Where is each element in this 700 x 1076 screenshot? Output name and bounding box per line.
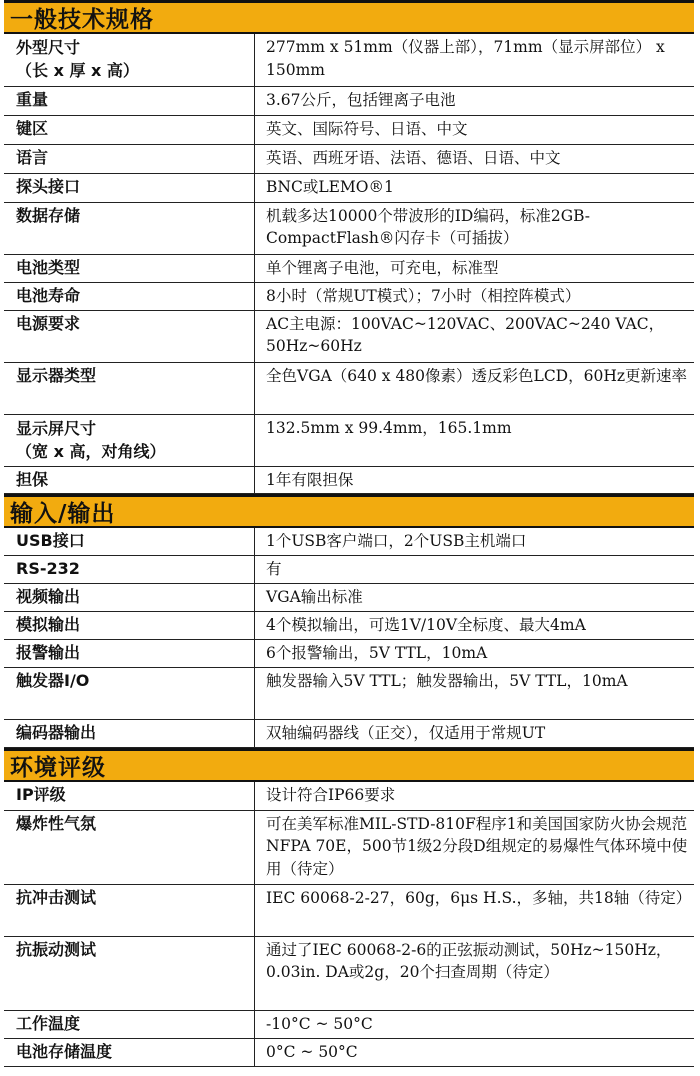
section-title: 输入/输出	[10, 500, 116, 527]
spec-value: BNC或LEMO®1	[255, 173, 695, 202]
spec-key: 电池类型	[4, 254, 255, 282]
spec-key: 重量	[4, 86, 255, 115]
spec-key: 触发器I/O	[4, 668, 255, 720]
table-row	[4, 362, 694, 414]
spec-value: 132.5mm x 99.4mm，165.1mm	[255, 414, 695, 466]
spec-key: 视频输出	[4, 584, 255, 612]
spec-value: -10°C ~ 50°C	[255, 1010, 695, 1038]
spec-value: 触发器输入5V TTL；触发器输出，5V TTL，10mA	[255, 668, 695, 720]
spec-value: 6个报警输出，5V TTL，10mA	[255, 640, 695, 668]
spec-value: 单个锂离子电池，可充电，标准型	[255, 254, 695, 282]
spec-value: 英文、国际符号、日语、中文	[255, 115, 695, 144]
table-row	[4, 782, 694, 810]
spec-value: IEC 60068-2-27，60g，6μs H.S.，多轴，共18轴（待定）	[255, 884, 695, 936]
table-row	[4, 884, 694, 936]
spec-key: IP评级	[4, 782, 255, 810]
table-row	[4, 556, 694, 584]
spec-key: 探头接口	[4, 173, 255, 202]
spec-value: 3.67公斤，包括锂离子电池	[255, 86, 695, 115]
spec-value: 277mm x 51mm（仪器上部），71mm（显示屏部位） x 150mm	[255, 34, 695, 86]
spec-table-environment	[4, 782, 694, 1067]
table-row	[4, 86, 694, 115]
table-row	[4, 282, 694, 310]
spec-key: 模拟输出	[4, 612, 255, 640]
table-row	[4, 414, 694, 466]
table-row	[4, 254, 694, 282]
table-row	[4, 466, 694, 493]
spec-key: 语言	[4, 144, 255, 173]
spec-sheet	[4, 0, 694, 1067]
spec-key: 键区	[4, 115, 255, 144]
table-row	[4, 310, 694, 362]
table-row	[4, 640, 694, 668]
spec-key: 显示屏尺寸 （宽 x 高，对角线）	[4, 414, 255, 466]
spec-value: 1个USB客户端口，2个USB主机端口	[255, 528, 695, 556]
spec-key: 电源要求	[4, 310, 255, 362]
spec-key: 显示器类型	[4, 362, 255, 414]
spec-value: 全色VGA（640 x 480像素）透反彩色LCD，60Hz更新速率	[255, 362, 695, 414]
section-header-io	[4, 494, 694, 528]
spec-value: 机载多达10000个带波形的ID编码，标准2GB-CompactFlash®闪存卡（可插拔）	[255, 202, 695, 254]
spec-value: 可在美军标准MIL-STD-810F程序1和美国国家防火协会规范NFPA 70E，500节1级2分段D组规定的易爆性气体环境中使用（待定）	[255, 810, 695, 884]
spec-value: 英语、西班牙语、法语、德语、日语、中文	[255, 144, 695, 173]
table-row	[4, 173, 694, 202]
table-row	[4, 584, 694, 612]
table-row	[4, 810, 694, 884]
table-row	[4, 668, 694, 720]
spec-value: 双轴编码器线（正交），仅适用于常规UT	[255, 720, 695, 748]
spec-key: 抗振动测试	[4, 936, 255, 1010]
spec-key: 电池寿命	[4, 282, 255, 310]
table-row	[4, 202, 694, 254]
spec-value: 1年有限担保	[255, 466, 695, 493]
table-row	[4, 720, 694, 748]
spec-key: 报警输出	[4, 640, 255, 668]
spec-value: 0°C ~ 50°C	[255, 1038, 695, 1066]
table-row	[4, 936, 694, 1010]
spec-key: 爆炸性气氛	[4, 810, 255, 884]
table-row	[4, 1038, 694, 1066]
table-row	[4, 115, 694, 144]
spec-key: 工作温度	[4, 1010, 255, 1038]
section-title: 环境评级	[10, 755, 106, 781]
table-row	[4, 612, 694, 640]
table-row	[4, 34, 694, 86]
section-title: 一般技术规格	[10, 7, 154, 33]
spec-value: 8小时（常规UT模式）；7小时（相控阵模式）	[255, 282, 695, 310]
spec-key: 抗冲击测试	[4, 884, 255, 936]
spec-key: 外型尺寸 （长 x 厚 x 高）	[4, 34, 255, 86]
spec-value: AC主电源：100VAC~120VAC、200VAC~240 VAC，50Hz~60Hz	[255, 310, 695, 362]
section-header-environment	[4, 748, 694, 782]
section-header-general	[4, 0, 694, 34]
spec-key: 数据存储	[4, 202, 255, 254]
table-row	[4, 144, 694, 173]
spec-key: 电池存储温度	[4, 1038, 255, 1066]
spec-key: 担保	[4, 466, 255, 493]
spec-value: 通过了IEC 60068-2-6的正弦振动测试，50Hz~150Hz，0.03in. DA或2g，20个扫查周期（待定）	[255, 936, 695, 1010]
spec-table-io	[4, 528, 694, 749]
spec-value: 4个模拟输出，可选1V/10V全标度、最大4mA	[255, 612, 695, 640]
spec-key: USB接口	[4, 528, 255, 556]
spec-value: 有	[255, 556, 695, 584]
spec-table-general	[4, 34, 694, 494]
spec-value: 设计符合IP66要求	[255, 782, 695, 810]
spec-key: 编码器输出	[4, 720, 255, 748]
spec-value: VGA输出标准	[255, 584, 695, 612]
table-row	[4, 528, 694, 556]
table-row	[4, 1010, 694, 1038]
spec-key: RS-232	[4, 556, 255, 584]
